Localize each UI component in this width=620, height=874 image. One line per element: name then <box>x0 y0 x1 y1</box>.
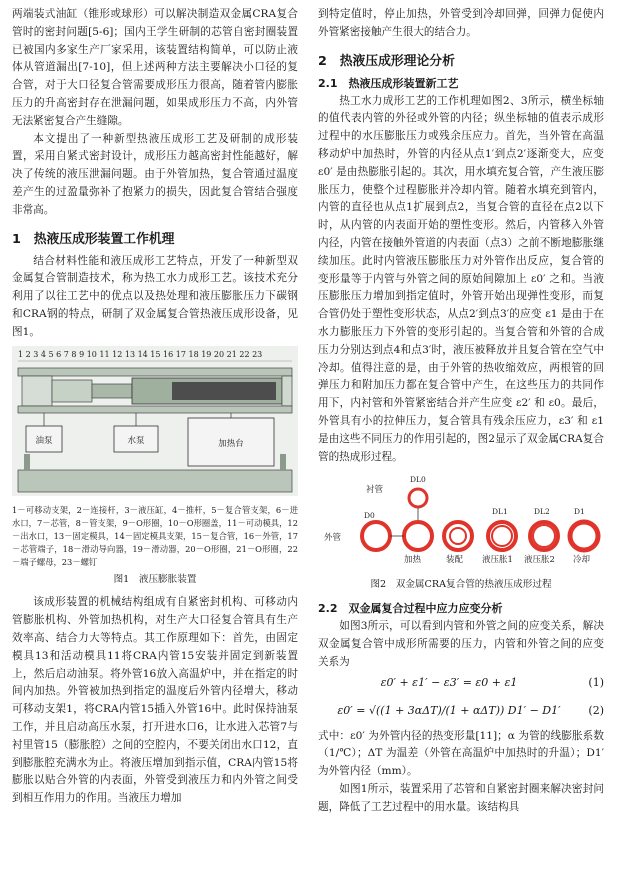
paragraph: 式中：ε0′ 为外管内径的热变形量[11]；α 为管的线膨胀系数（1/℃）；ΔT 为温差（外管在高温炉中加热时的升温）；D1′ 为外管内径（mm）。 <box>318 729 604 778</box>
figure-2-process <box>318 470 604 570</box>
subsection-heading: 2.1 热液压成形装置新工艺 <box>318 76 459 90</box>
expansion-2-label: 液压胀2 <box>524 555 555 566</box>
equation-number: (2) <box>588 704 604 718</box>
paragraph: 结合材料性能和液压成形工艺特点，开发了一种新型双金属复合管制造技术，称为热工水力成形工艺。该技术充分利用了以往工艺中的优点以及热处理和液压膨胀压力下碳钢和CRA钢的特点，研制了双金属复合管热液压成形设备，见图1。 <box>12 254 298 338</box>
figure-1-legend: 1－可移动支架，2－连接杆，3－液压缸，4－推杆，5－复合管支架，6－进水口，7－芯管，8－管支架，9－O形圈，10－O形圈盖，11－可动模具，12－出水口，13－固定模具，14－固定模具支架，15－复合管，16－外管，17－芯管端子，18－滑动导向器，19－滑动器，20－O形圈，21－O形圈，22－端子螺母，23－螺钉 <box>12 504 298 567</box>
dimension-label: D0 <box>364 511 375 521</box>
dimension-label: D1 <box>574 507 585 517</box>
heating-table-label: 加热台 <box>218 438 244 449</box>
cooling-label: 冷却 <box>573 555 591 566</box>
figure-1-part-numbers: 1 2 3 4 5 6 7 8 9 10 11 12 13 14 15 16 17 18 19 20 21 22 23 <box>18 349 263 359</box>
heating-label: 加热 <box>404 555 422 566</box>
equation-body: ε0′ = √((1 + 3αΔT)/(1 + αΔT)) D1′ − D1′ <box>337 704 561 718</box>
equation-2 <box>318 694 604 728</box>
paragraph: 热工水力成形工艺的工作机理如图2、3所示，横坐标轴的值代表内管的外径或外管的内径；纵坐标轴的值表示成形过程中的水压膨胀压力或残余压应力。首先，当外管在高温移动炉中加热时，外管的内径从点1′到点2′逐渐变大，应变 ε0′ 是由热膨胀引起的。其次，用水填充复合管，产生液压膨胀压力，使整个过程膨胀并冷却内管。随着水填充到管内，内管的直径也从点1扩展到点2，当复合管的直径在点2以下时，从内管的内表面开始的塑性变形。然后，内管移入外管内径，内管在接触外管道的内表面（点3）之前不断地膨胀继续加压。此时内管液压膨胀压力对外管作出反应，复合管的变形量等于内管与外管之间的原始间隙加上 ε0′ 之和。当液压膨胀压力增加到指定值时，外管开始出现弹性变形，而复合管仍处于塑性变形状态，从点2′到点3′的应变 ε1 是由于在水力膨胀压力下外管的变形引起的。当复合管和外管的合成压力分别达到点4和点3′时，液压被释放并且复合管在空气中冷却。值得注意的是，由于外管的热收缩效应，两根管的回弹压力和附加压力都在复合管中产生，在这些压力的共同作用下，内衬管和外管紧密结合并产生应变 ε2′ 和 ε0。最后，外管具有小的拉伸压力，复合管具有残余压应力，ε3′ 和 ε1 是由这些不同压力的作用引起的，图2显示了双金属CRA复合管的热成形过程。 <box>318 94 604 463</box>
liner-label: 衬管 <box>366 485 384 496</box>
expansion-1-label: 液压胀1 <box>482 555 513 566</box>
section-heading: 2 热液压成形理论分析 <box>318 53 455 69</box>
dimension-label: DL2 <box>534 507 550 517</box>
dimension-label: DL1 <box>492 507 508 517</box>
paragraph: 两端装式油缸（锥形或球形）可以解决制造双金属CRA复合管时的密封问题[5-6]；国内王学生研制的芯管自密封圈装置已被国内多家生产厂家采用，该装置结构简单，可以防止液体从管道漏出[7-10]，但上述两种方法主要解决小口径的复合管，对于大口径复合管需要成形压力很高，随着管内膨胀压力的升高密封存在泄漏问题，如果成形压力不高，内外管无法紧密复合产生缝隙。 <box>12 8 298 127</box>
paragraph: 本文提出了一种新型热液压成形工艺及研制的成形装置，采用自紧式密封设计，成形压力越高密封性能越好，解决了传统的液压泄漏问题。由于外管加热，复合管通过温度差产生的过盈量弥补了抱紧力的损失，因此复合管结合强度非常高。 <box>12 132 298 216</box>
paragraph: 如图3所示，可以看到内管和外管之间的应变关系，解决双金属复合管中成形所需要的压力，内管和外管之间的应变关系为 <box>318 620 604 668</box>
right-column <box>318 6 604 817</box>
figure-2-caption: 图2 双金属CRA复合管的热液压成形过程 <box>370 579 552 591</box>
section-heading: 1 热液压成形装置工作机理 <box>12 231 175 247</box>
figure-1-apparatus <box>12 346 298 496</box>
assembly-label: 装配 <box>446 555 464 566</box>
outer-tube-label: 外管 <box>324 533 342 544</box>
equation-1 <box>318 672 604 694</box>
paragraph: 到特定值时，停止加热，外管受到冷却回弹，回弹力促使内外管紧密接触产生很大的结合力。 <box>318 8 604 38</box>
paragraph: 该成形装置的机械结构组成有自紧密封机构、可移动内管膨胀机构、外管加热机构，对生产大口径复合管具有生产效率高、结合力大等特点。其工作原理如下：首先，由固定模具13和活动模具11将CRA内管15安装并固定到新装置上，然后启动油泵。将外管16放入高温炉中，并在指定的时间内加热。外管被加热到指定的温度后外管内径增大，移动可移动支架1，将CRA内管15插入外管16中。此时保持油泵工作，并且启动高压水泵，打开进水口6，让水进入芯管7与衬里管15（膨胀腔）之间的空腔内，不要关闭出水口12，直到膨胀腔充满水为止。将液压增加到指示值，CRA内管15将膨胀以贴合外管的内表面，外管受到液压力和内外管之间受到相互作用力的作用。当液压力增加 <box>12 596 298 805</box>
oil-pump-label: 油泵 <box>35 435 53 446</box>
equation-number: (1) <box>588 676 604 690</box>
equation-body: ε0′ + ε1′ − ε3′ = ε0 + ε1 <box>380 676 518 690</box>
paragraph: 如图1所示，装置采用了芯管和自紧密封圈来解决密封问题，降低了工艺过程中的用水量。该结构具 <box>318 782 604 813</box>
figure-1-caption: 图1 液压膨胀装置 <box>113 573 197 585</box>
subsection-heading: 2.2 双金属复合过程中应力应变分析 <box>318 602 503 616</box>
left-column <box>12 6 298 808</box>
dimension-label: DL0 <box>410 475 426 485</box>
water-pump-label: 水泵 <box>127 435 145 446</box>
